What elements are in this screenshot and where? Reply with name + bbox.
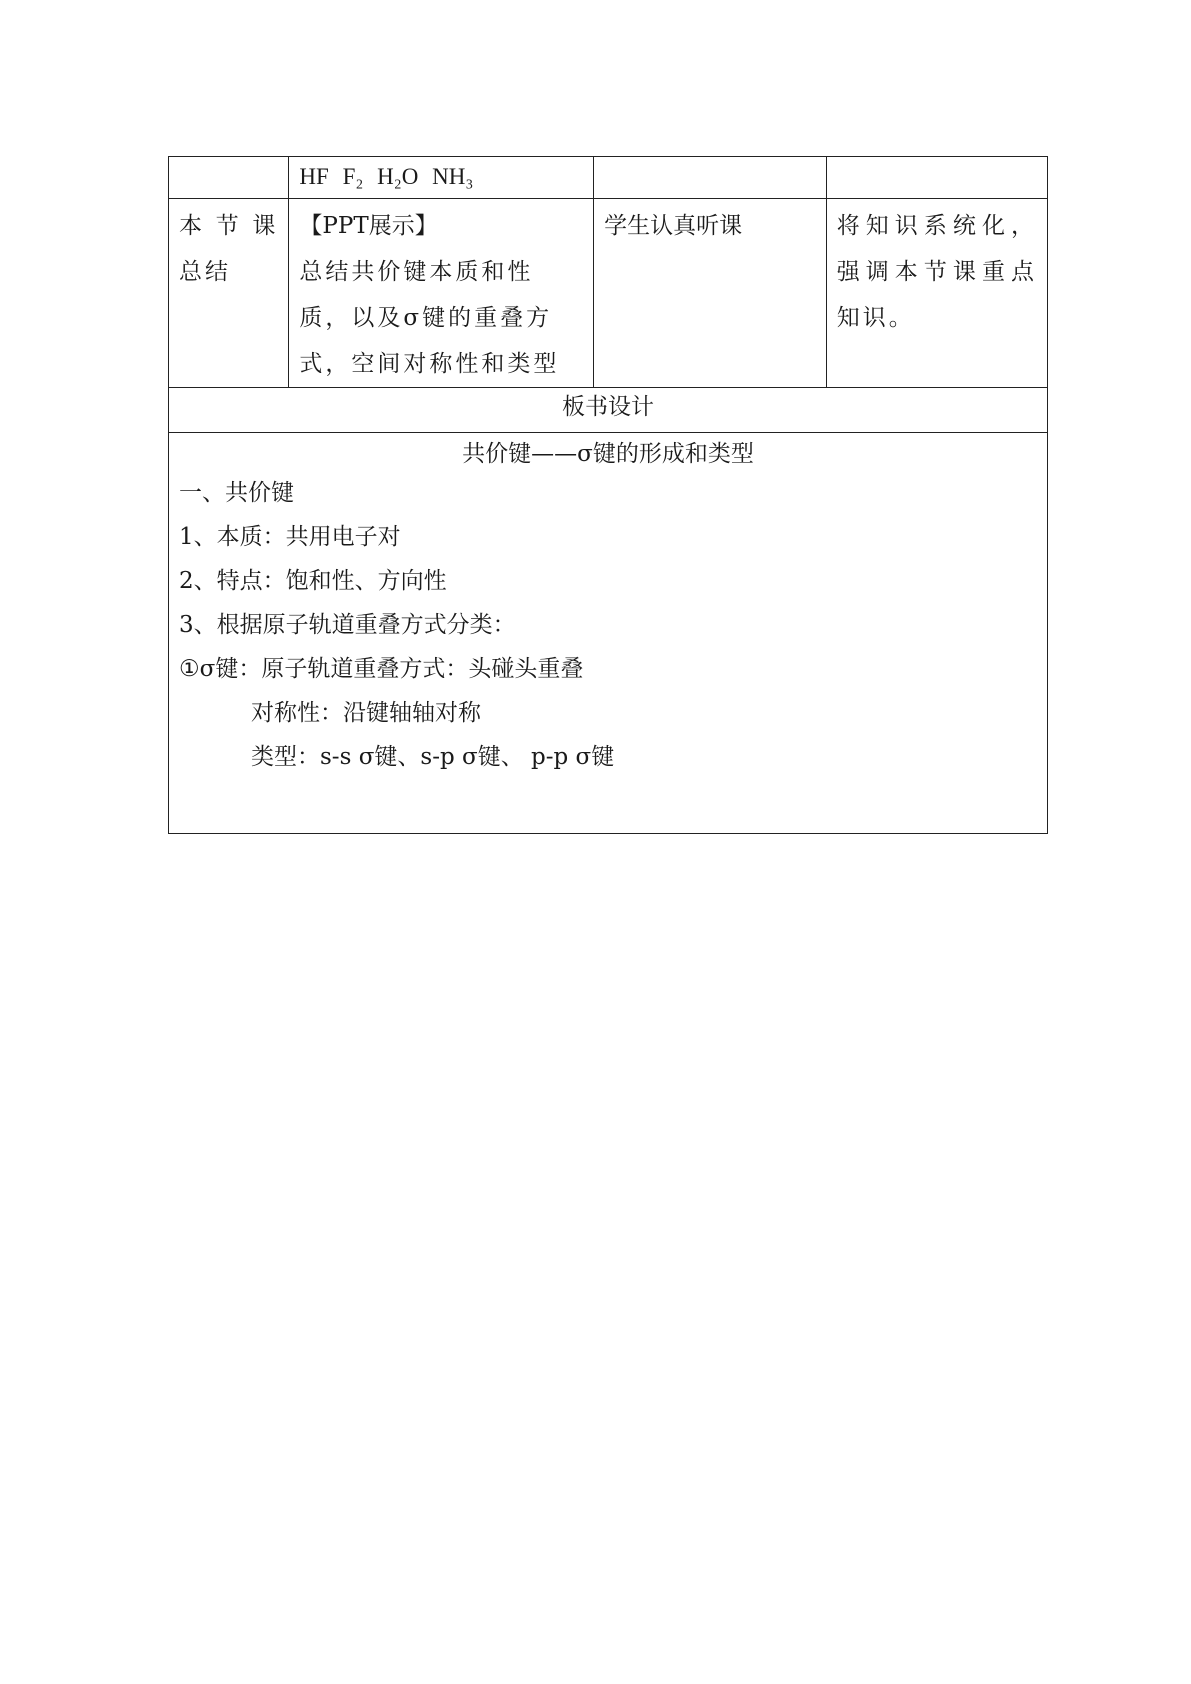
teacher-activity-cell: [289, 199, 594, 388]
board-design-header-row: [169, 388, 1048, 433]
formula-h2o: H₂O: [377, 164, 419, 189]
board-line-indented: 对称性：沿键轴轴对称: [251, 700, 481, 726]
segment-cell: [169, 199, 289, 388]
formula-list: [299, 157, 583, 191]
board-design-row: [169, 433, 1048, 834]
board-line: 3、根据原子轨道重叠方式分类：: [179, 612, 516, 638]
board-line: 2、特点：饱和性、方向性: [179, 568, 447, 594]
formula-hf: HF: [299, 164, 329, 189]
board-line: ①σ键：原子轨道重叠方式：头碰头重叠: [179, 656, 584, 682]
formula-cell: [289, 157, 594, 199]
student-cell-empty: [594, 157, 827, 199]
design-intent-cell: [826, 199, 1047, 388]
formula-f2: F₂: [342, 164, 364, 189]
intent-cell-empty: [826, 157, 1047, 199]
student-activity-cell: [594, 199, 827, 388]
board-design-cell: [169, 433, 1048, 834]
teacher-activity-text: [299, 199, 583, 387]
ppt-label: 【PPT展示】: [299, 213, 438, 239]
board-line: 一、共价键: [179, 480, 294, 506]
summary-row: [169, 199, 1048, 388]
segment-label: 本节课总结: [179, 213, 279, 285]
formula-nh3: NH₃: [432, 164, 474, 189]
formula-row: [169, 157, 1048, 199]
board-title: 共价键——σ键的形成和类型: [462, 441, 754, 467]
segment-cell-empty: [169, 157, 289, 199]
board-design-header: 板书设计: [169, 388, 1048, 433]
lesson-plan-table: [168, 156, 1048, 834]
board-line: 1、本质：共用电子对: [179, 524, 401, 550]
teacher-summary: 总结共价键本质和性质，以及σ键的重叠方式，空间对称性和类型: [299, 259, 560, 377]
board-line-indented: 类型：s-s σ键、s-p σ键、 p-p σ键: [251, 744, 615, 770]
design-intent-text: 将知识系统化，强调本节课重点知识。: [836, 213, 1037, 331]
student-activity-text: 学生认真听课: [604, 213, 743, 239]
